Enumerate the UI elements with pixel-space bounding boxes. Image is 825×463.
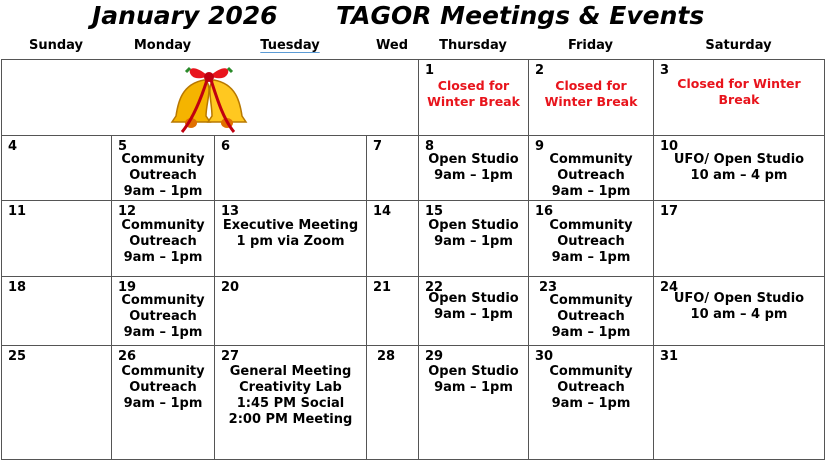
event-time: 1:45 PM Social — [236, 396, 345, 411]
event-text — [529, 218, 653, 266]
event-line: Community — [121, 218, 205, 233]
event-text — [215, 218, 366, 250]
event-line: Community — [549, 364, 633, 379]
day-number: 10 — [660, 139, 679, 154]
day-cell — [419, 136, 529, 201]
day-number: 29 — [425, 349, 444, 364]
day-number: 30 — [535, 349, 554, 364]
event-time: 10 am – 4 pm — [690, 168, 788, 183]
christmas-bells-icon — [162, 62, 258, 136]
day-cell — [654, 136, 825, 201]
event-time: 9am – 1pm — [123, 396, 203, 411]
event-line: Outreach — [129, 380, 197, 395]
day-number: 28 — [377, 349, 396, 364]
event-line: Outreach — [129, 234, 197, 249]
day-cell — [215, 346, 367, 460]
event-time: 2:00 PM Meeting — [228, 412, 353, 427]
day-number: 14 — [373, 204, 392, 219]
day-number: 9 — [535, 139, 545, 154]
event-time: 9am – 1pm — [434, 380, 513, 395]
day-number: 24 — [660, 280, 679, 295]
day-number: 19 — [118, 280, 137, 295]
closed-notice: Closed for Winter Break — [427, 78, 520, 109]
event-time: 9am – 1pm — [551, 325, 631, 340]
event-time: 9am – 1pm — [123, 250, 203, 265]
day-cell — [419, 277, 529, 346]
event-line: Outreach — [129, 309, 197, 324]
event-line: Open Studio — [428, 364, 519, 379]
day-number: 16 — [535, 204, 554, 219]
day-number: 23 — [539, 280, 558, 295]
day-cell — [654, 60, 825, 136]
event-line: Executive Meeting — [222, 218, 359, 233]
day-number: 25 — [8, 349, 27, 364]
event-line: Open Studio — [428, 291, 519, 306]
event-line: Community — [121, 293, 205, 308]
closed-notice: Closed for Winter Break — [677, 76, 801, 107]
day-number: 8 — [425, 139, 435, 154]
day-number: 26 — [118, 349, 137, 364]
day-cell — [529, 277, 654, 346]
event-text — [654, 152, 824, 184]
event-text — [112, 152, 214, 200]
event-text — [529, 364, 653, 412]
day-cell — [2, 277, 112, 346]
day-number: 3 — [660, 63, 670, 78]
day-number: 27 — [221, 349, 240, 364]
day-cell — [367, 201, 419, 277]
event-line: Outreach — [557, 168, 625, 183]
day-number: 20 — [221, 280, 240, 295]
day-cell — [367, 136, 419, 201]
event-time: 1 pm via Zoom — [236, 234, 345, 249]
day-cell — [654, 277, 825, 346]
day-number: 12 — [118, 204, 137, 219]
day-cell — [419, 201, 529, 277]
event-time: 9am – 1pm — [551, 396, 631, 411]
event-line: Creativity Lab — [239, 380, 342, 395]
day-cell — [215, 136, 367, 201]
calendar-grid — [1, 59, 825, 460]
day-number: 15 — [425, 204, 444, 219]
event-line: Community — [549, 152, 633, 167]
event-line: UFO/ Open Studio — [673, 152, 805, 167]
day-cell — [529, 136, 654, 201]
day-cell — [112, 201, 215, 277]
event-text — [654, 291, 824, 323]
day-cell — [112, 136, 215, 201]
event-line: Open Studio — [428, 152, 519, 167]
day-cell — [367, 346, 419, 460]
day-number: 1 — [425, 63, 435, 78]
event-text — [529, 293, 653, 341]
day-number: 11 — [8, 204, 27, 219]
day-cell — [654, 201, 825, 277]
event-text — [419, 364, 528, 396]
day-number: 4 — [8, 139, 18, 154]
day-number: 17 — [660, 204, 679, 219]
event-text — [419, 291, 528, 323]
day-number: 18 — [8, 280, 27, 295]
event-time: 9am – 1pm — [434, 307, 513, 322]
dow-friday: Friday — [567, 38, 614, 53]
day-cell — [419, 60, 529, 136]
event-line: Open Studio — [428, 218, 519, 233]
week-row — [2, 60, 825, 136]
day-cell — [529, 60, 654, 136]
dow-tuesday: Tuesday — [260, 38, 320, 53]
dow-monday: Monday — [133, 38, 192, 53]
day-cell — [529, 346, 654, 460]
event-line: Outreach — [557, 380, 625, 395]
day-number: 7 — [373, 139, 383, 154]
event-time: 9am – 1pm — [434, 168, 513, 183]
calendar-title — [0, 0, 825, 34]
event-time: 9am – 1pm — [551, 184, 631, 199]
day-cell — [529, 201, 654, 277]
event-time: 9am – 1pm — [551, 250, 631, 265]
day-cell — [419, 346, 529, 460]
event-text — [112, 218, 214, 266]
event-text — [529, 152, 653, 200]
dow-saturday: Saturday — [705, 38, 772, 53]
event-line: Outreach — [129, 168, 197, 183]
event-text — [419, 218, 528, 250]
event-line: General Meeting — [229, 364, 352, 379]
event-line: UFO/ Open Studio — [673, 291, 805, 306]
holiday-decoration-cell — [2, 60, 419, 136]
day-number: 13 — [221, 204, 240, 219]
event-time: 9am – 1pm — [434, 234, 513, 249]
day-number: 5 — [118, 139, 128, 154]
event-text — [112, 293, 214, 341]
event-line: Outreach — [557, 309, 625, 324]
day-cell — [2, 201, 112, 277]
month-title: January 2026 — [92, 1, 278, 30]
event-line: Outreach — [557, 234, 625, 249]
day-number: 6 — [221, 139, 231, 154]
day-cell — [112, 277, 215, 346]
event-line: Community — [121, 364, 205, 379]
event-text — [112, 364, 214, 412]
event-line: Community — [121, 152, 205, 167]
day-number: 31 — [660, 349, 679, 364]
event-text — [215, 364, 366, 428]
day-cell — [367, 277, 419, 346]
event-time: 10 am – 4 pm — [690, 307, 788, 322]
event-text — [419, 152, 528, 184]
day-number: 22 — [425, 280, 444, 295]
week-row — [2, 346, 825, 460]
week-row — [2, 277, 825, 346]
dow-wednesday: Wed — [376, 38, 408, 53]
day-cell — [112, 346, 215, 460]
day-cell — [2, 136, 112, 201]
event-time: 9am – 1pm — [123, 325, 203, 340]
week-row — [2, 201, 825, 277]
closed-notice: Closed for Winter Break — [544, 78, 638, 109]
day-cell — [215, 277, 367, 346]
event-line: Community — [549, 218, 633, 233]
dow-sunday: Sunday — [28, 38, 84, 53]
week-row — [2, 136, 825, 201]
event-line: Community — [549, 293, 633, 308]
day-cell — [215, 201, 367, 277]
dow-thursday: Thursday — [439, 38, 507, 53]
day-cell — [2, 346, 112, 460]
event-time: 9am – 1pm — [123, 184, 203, 199]
day-number: 2 — [535, 63, 545, 78]
day-number: 21 — [373, 280, 392, 295]
day-cell — [654, 346, 825, 460]
org-title: TAGOR Meetings & Events — [336, 1, 705, 30]
